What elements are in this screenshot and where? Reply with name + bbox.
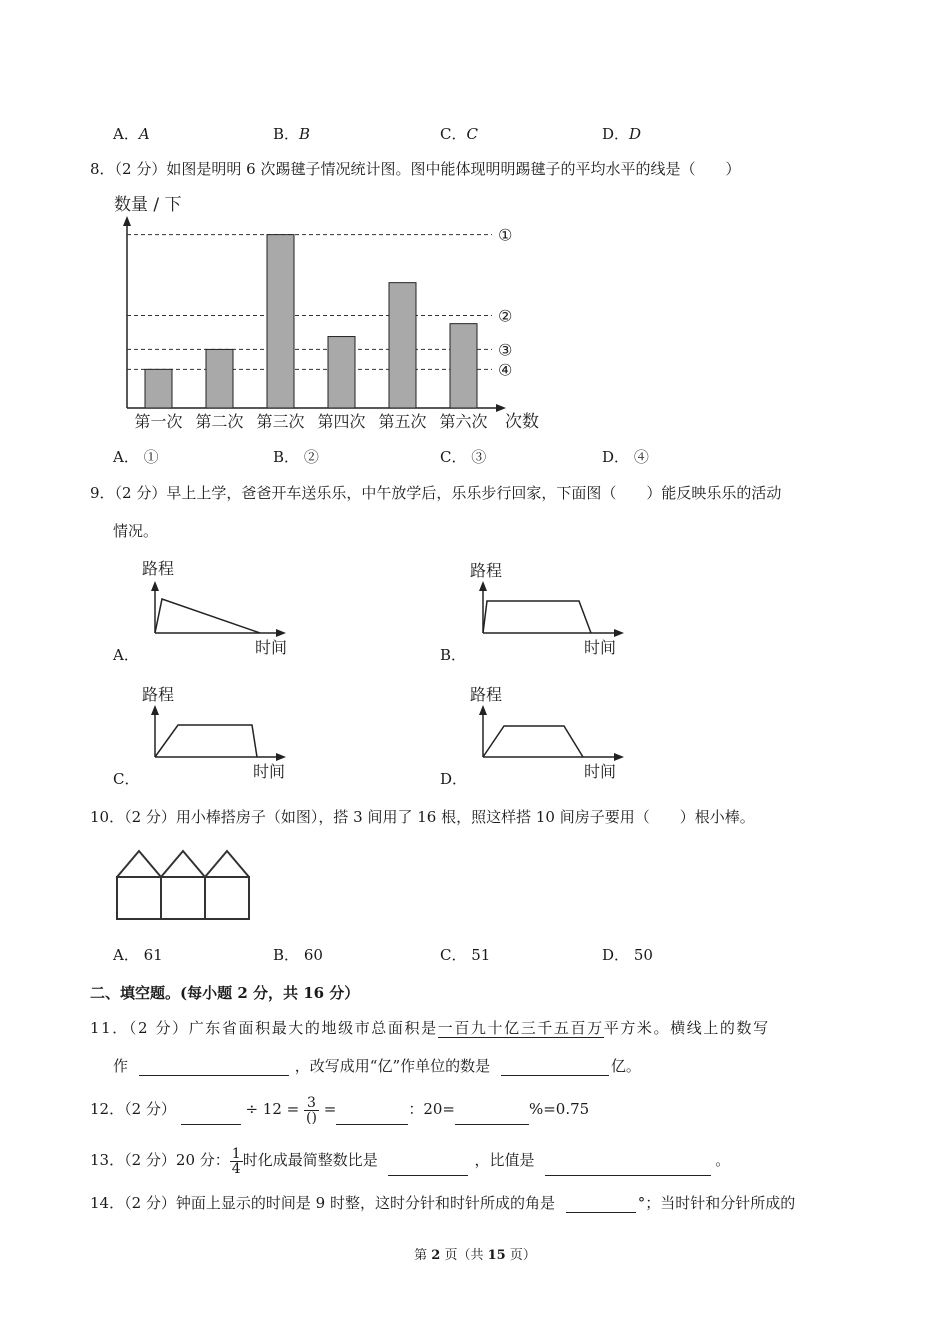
graph-c-line [155,725,257,757]
q9-graph-b-label: B． [440,646,467,664]
page-footer: 第 2 页（共 15 页） [414,1248,536,1263]
section-2-heading: 二、填空题。(每小题 2 分，共 16 分） [90,984,360,1002]
q9-graph-d-label: D． [440,770,468,788]
chart-y-arrow [123,216,131,226]
x-tick-label-1: 第一次 [134,412,183,431]
q10-houses-figure [113,845,253,925]
q13-answer-blank-1[interactable] [388,1159,468,1176]
q9-graph-a [140,555,300,660]
graph-d-xlabel: 时间 [584,762,617,781]
x-tick-label-2: 第二次 [195,412,244,431]
q9-graph-d [468,680,638,785]
graph-d-ylabel: 路程 [470,685,503,704]
q7-option-d: D．D [602,125,642,143]
chart-x-arrow [496,404,506,412]
q10-option-a: A． 61 [113,946,163,964]
q8-option-b: B． ② [273,448,319,466]
reference-line-label-4: ④ [498,360,513,380]
bar-6 [450,324,477,408]
q9-graph-c-label: C． [113,770,140,788]
graph-c-xlabel: 时间 [253,762,286,781]
q12-stem: 12．（2 分） ÷ 12 = $\frac{3}{()}$ = ：20= %=0.75 [90,1094,590,1126]
q7-option-a: A．A [113,125,150,143]
q7-option-b: B．B [273,125,311,143]
q13-stem: 13．（2 分）20 分： $\frac{1}{4}$ 时化成最简整数比是 ，比值是 。 [90,1145,731,1177]
reference-line-label-1: ① [498,225,513,245]
graph-d-line [483,726,583,757]
x-tick-label-4: 第四次 [317,412,366,431]
q13-fraction: $\frac{1}{4}$ [231,1145,241,1177]
q10-option-b: B． 60 [273,946,323,964]
chart-xlabel: 次数 [505,412,539,432]
q12-fraction: $\frac{3}{()}$ [306,1094,317,1126]
q10-option-d: D． 50 [602,946,653,964]
q12-answer-blank-3[interactable] [455,1108,529,1125]
graph-b-xlabel: 时间 [584,638,617,657]
graph-c-ylabel: 路程 [142,685,175,704]
graph-a-xlabel: 时间 [255,638,288,657]
q9-graph-b [468,555,638,660]
bar-5 [389,283,416,408]
bar-3 [267,235,294,408]
q11-answer-blank-1[interactable] [139,1059,289,1076]
q12-answer-blank-2[interactable] [336,1108,408,1125]
q10-option-c: C． 51 [440,946,491,964]
x-tick-label-3: 第三次 [256,412,305,431]
q12-answer-blank-1[interactable] [181,1108,241,1125]
q7-option-c: C．C [440,125,478,143]
q8-option-c: C． ③ [440,448,487,466]
q11-answer-blank-2[interactable] [501,1059,609,1076]
q11-stem-line2: 作 ，改写成用“亿”作单位的数是 亿。 [113,1057,641,1075]
graph-a-ylabel: 路程 [142,559,175,578]
bar-1 [145,369,172,408]
q13-answer-blank-2[interactable] [545,1159,711,1176]
q8-stem: 8．（2 分）如图是明明 6 次踢毽子情况统计图。图中能体现明明踢毽子的平均水平的线是（ ） [90,160,741,178]
x-tick-label-6: 第六次 [439,412,488,431]
bar-2 [206,349,233,408]
q14-stem: 14．（2 分）钟面上显示的时间是 9 时整，这时分针和时针所成的角是 °；当时针和分针所成的 [90,1194,796,1212]
graph-b-ylabel: 路程 [470,561,503,580]
q8-bar-chart [100,188,560,438]
bar-4 [328,337,355,408]
q9-stem-line2: 情况。 [113,522,159,540]
q11-stem-line1: 11．（2 分）广东省面积最大的地级市总面积是一百九十亿三千五百万平方米。横线上的数写 [90,1019,770,1037]
x-tick-label-5: 第五次 [378,412,427,431]
reference-line-label-2: ② [498,306,513,326]
q9-graph-c [140,680,310,785]
q9-graph-a-label: A． [113,646,139,664]
q8-option-a: A． ① [113,448,159,466]
q9-stem-line1: 9．（2 分）早上上学，爸爸开车送乐乐，中午放学后，乐乐步行回家，下面图（ ）能反映乐乐的活动 [90,484,782,502]
chart-ylabel: 数量 / 下 [114,195,182,215]
graph-a-line [155,599,260,633]
reference-line-label-3: ③ [498,340,513,360]
graph-b-line [483,601,591,633]
q10-stem: 10．（2 分）用小棒搭房子（如图），搭 3 间用了 16 根，照这样搭 10 间房子要用（ ）根小棒。 [90,808,755,826]
q14-answer-blank-1[interactable] [566,1196,636,1213]
q8-option-d: D． ④ [602,448,649,466]
